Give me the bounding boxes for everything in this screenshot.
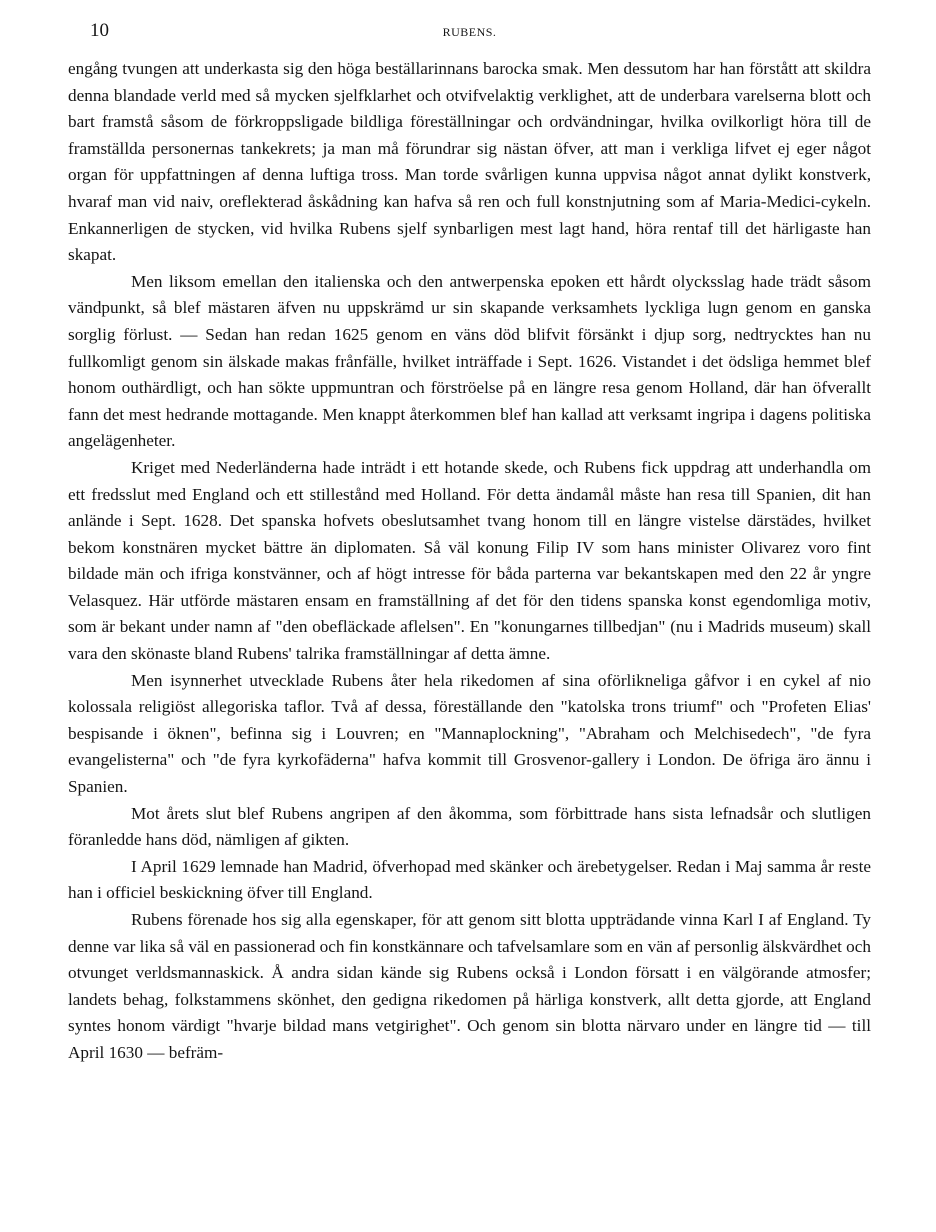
paragraph-4: Men isynnerhet utvecklade Rubens åter hela rikedomen af sina oförlikneliga gåfvor i en cykel af nio kolossala religiöst allegoriska taflor. Två af dessa, föreställande den "katolska trons triumf" och "Profeten Elias' bespisande i öknen", befinna sig i Louvren; en "Mannaplockning", "Abraham och Melchisedech", "de fyra evangelisterna" och "de fyra kyrkofäderna" hafva kommit till Grosvenor-gallery i London. De öfriga äro ännu i Spanien. xyxy=(68,670,871,797)
paragraph-7: Rubens förenade hos sig alla egenskaper, för att genom sitt blotta uppträdande vinna Karl I af England. Ty denne var lika så väl en passionerad och fin konstkännare och tafvelsamlare som en vän af personlig älskvärdhet och otvunget verldsmannaskick. Å andra sidan kände sig Rubens också i London försatt i en välgörande atmosfer; landets behag, folkstammens skönhet, den gedigna rikedomen på härliga konstverk, allt detta gjorde, att England syntes honom värdigt "hvarje bildad mans vetgirighet". Och genom sin blotta närvaro under en längre tid — till April 1630 — befräm- xyxy=(68,910,871,1062)
paragraph-6: I April 1629 lemnade han Madrid, öfverhopad med skänker och ärebetygelser. Redan i Maj samma år reste han i officiel beskickning öfver till England. xyxy=(68,856,871,903)
paragraph-3: Kriget med Nederländerna hade inträdt i ett hotande skede, och Rubens fick uppdrag att underhandla om ett fredsslut med England och ett stillestånd med Holland. För detta ändamål måste han resa till Spanien, dit han anlände i Sept. 1628. Det spanska hofvets obeslutsamhet tvang honom till en längre vistelse därstädes, hvilket bekom konstnären mycket bättre än diplomaten. Så väl konung Filip IV som hans minister Olivarez voro fint bildade män och ifriga konstvänner, och af högt intresse för båda parterna var bekantskapen med den 22 år yngre Velasquez. Här utförde mästaren ensam en framställning af det för den tidens spanska konst egendomliga motiv, som är bekant under namn af "den obefläckade aflelsen". En "konungarnes tillbedjan" (nu i Madrids museum) skall vara den skönaste bland Rubens' talrika framställningar af detta ämne. xyxy=(68,457,871,664)
page-number: 10 xyxy=(90,20,109,41)
paragraph-5: Mot årets slut blef Rubens angripen af den åkomma, som förbittrade hans sista lefnadsår och slutligen föranledde hans död, nämligen af gikten. xyxy=(68,803,871,850)
running-title: RUBENS. xyxy=(442,25,497,39)
page-header xyxy=(68,18,871,44)
body-text xyxy=(68,56,871,1067)
document-page xyxy=(68,18,871,1067)
paragraph-2: Men liksom emellan den italienska och den antwerpenska epoken ett hårdt olycksslag hade trädt såsom vändpunkt, så blef mästaren äfven nu uppskrämd ur sin skapande verksamhets lyckliga lugn genom en ganska sorglig förlust. — Sedan han redan 1625 genom en väns död blifvit försänkt i djup sorg, nedtrycktes han nu fullkomligt genom sin älskade makas frånfälle, hvilket inträffade i Sept. 1626. Vistandet i det ödsliga hemmet blef honom outhärdligt, och han sökte uppmuntran och förströelse på en längre resa genom Holland, där han öfverallt fann det mest hedrande mottagande. Men knappt återkommen blef han kallad att verksamt ingripa i dagens politiska angelägenheter. xyxy=(68,271,871,451)
paragraph-1: engång tvungen att underkasta sig den höga beställarinnans barocka smak. Men dessutom har han förstått att skildra denna blandade verld med så mycken sjelfklarhet och otvifvelaktig verklighet, att de underbara varelserna blott och bart framstå såsom de förkroppsligade bildliga föreställningar och ordvändningar, hvilka ovilkorligt höra till de framställda personernas tankekrets; ja man må förundrar sig nästan öfver, att man i verkliga lifvet ej eger något organ för uppfattningen af denna luftiga tross. Man torde svårligen kunna uppvisa något annat dylikt konstverk, hvaraf man vid naiv, oreflekterad åskådning kan hafva så ren och full konstnjutning som af Maria-Medici-cykeln. Enkannerligen de stycken, vid hvilka Rubens sjelf synbarligen mest lagt hand, höra rentaf till det härligaste han skapat. xyxy=(68,59,871,265)
